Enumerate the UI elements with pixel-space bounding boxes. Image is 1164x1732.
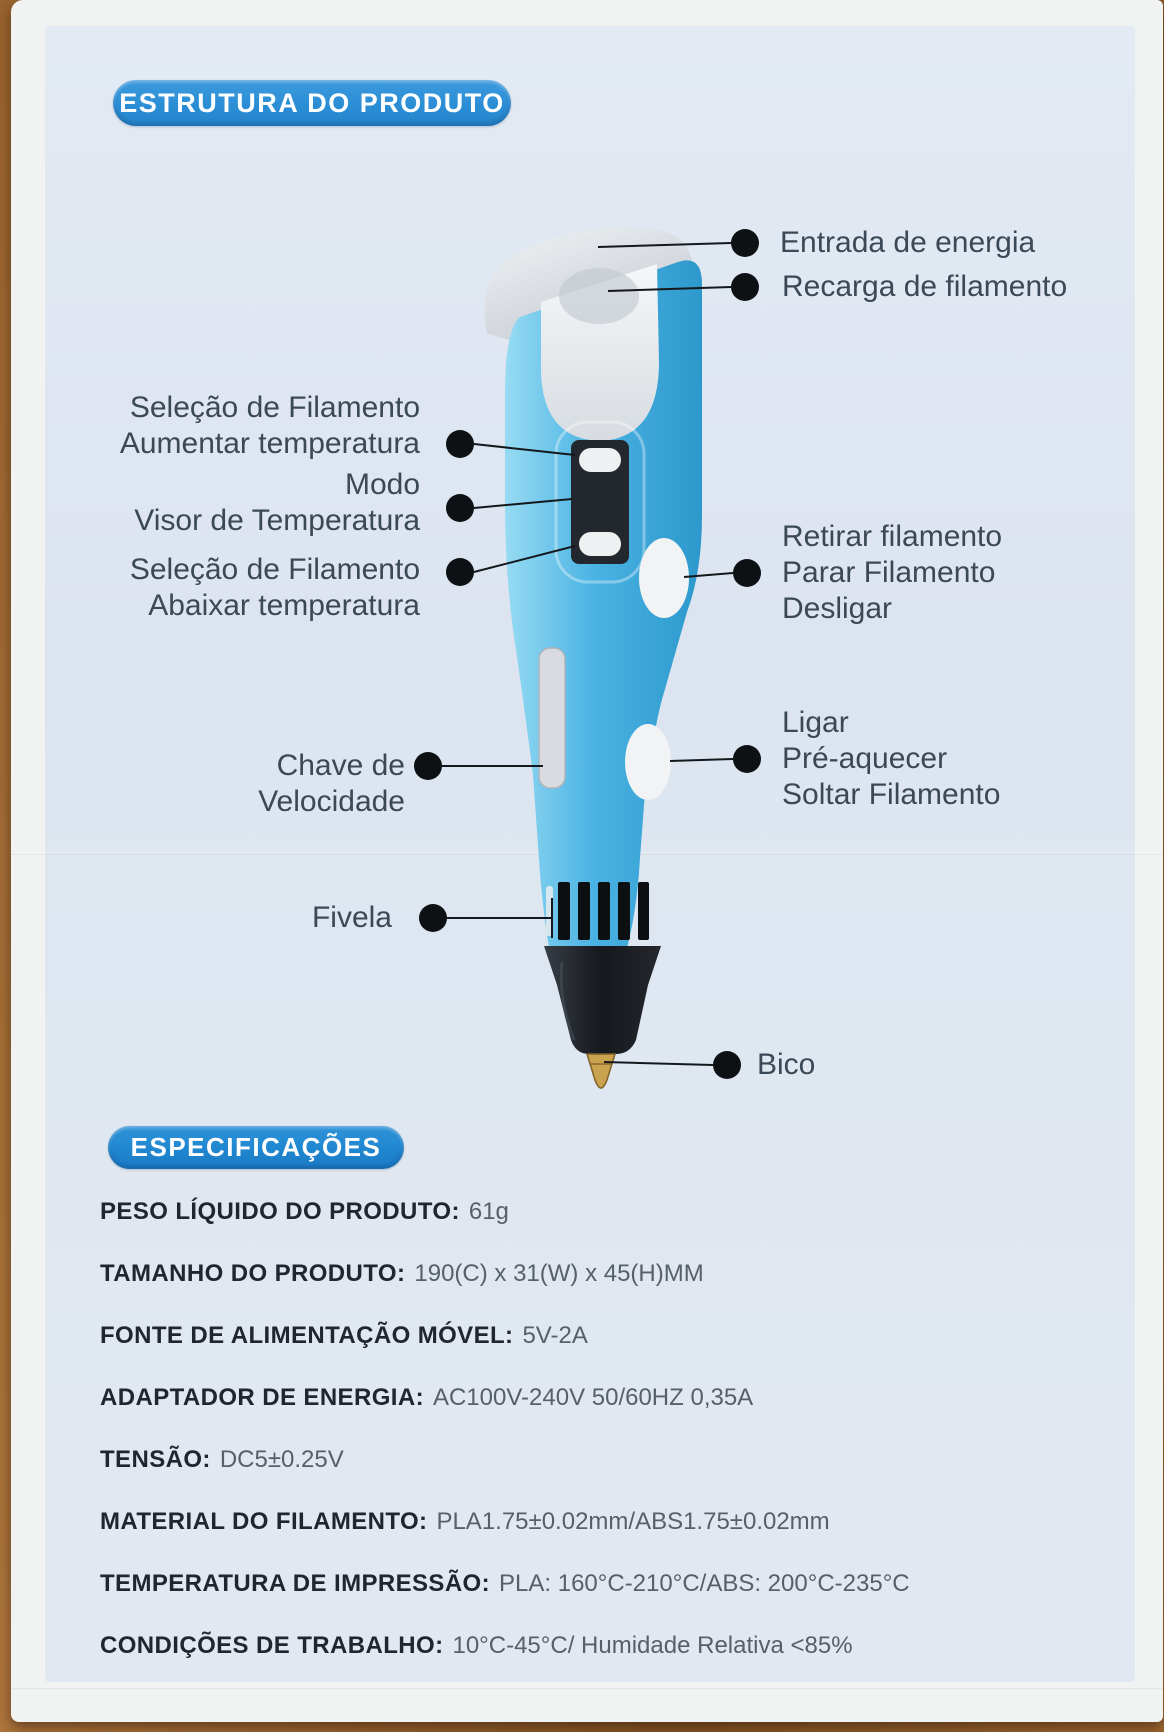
nozzle-tip bbox=[587, 1054, 615, 1088]
section-title-specs bbox=[108, 1126, 404, 1169]
callout-buckle bbox=[312, 900, 392, 936]
callout-filament-refill bbox=[782, 269, 1067, 305]
callout-line: Recarga de filamento bbox=[782, 270, 1068, 303]
callout-line: Aumentar temperatura bbox=[119, 427, 420, 460]
filament-hole bbox=[559, 268, 639, 324]
spec-row-power-source bbox=[100, 1320, 588, 1352]
callout-line: Visor de Temperatura bbox=[134, 504, 420, 537]
callout-line: Ligar bbox=[782, 706, 849, 739]
callout-line: Entrada de energia bbox=[780, 226, 1036, 259]
specs-badge-label: ESPECIFICAÇÕES bbox=[130, 1132, 382, 1162]
callout-line: Parar Filamento bbox=[782, 556, 996, 589]
callout-line: Modo bbox=[344, 468, 420, 501]
callout-line: Seleção de Filamento bbox=[129, 391, 420, 424]
callout-nozzle bbox=[757, 1047, 815, 1083]
start-side-button bbox=[625, 724, 671, 800]
callout-line: Velocidade bbox=[258, 785, 405, 818]
structure-badge-label: ESTRUTURA DO PRODUTO bbox=[119, 87, 505, 118]
spec-row-adapter bbox=[100, 1382, 753, 1414]
spec-label: FONTE DE ALIMENTAÇÃO MÓVEL: bbox=[100, 1322, 514, 1349]
callout-mode-display bbox=[134, 467, 420, 539]
spec-value: 190(C) x 31(W) x 45(H)MM bbox=[414, 1260, 704, 1287]
callout-line: Abaixar temperatura bbox=[148, 589, 420, 622]
callout-stop-group bbox=[782, 519, 1002, 627]
temp-down-button bbox=[579, 532, 621, 556]
spec-label: TENSÃO: bbox=[100, 1446, 211, 1473]
callout-line: Soltar Filamento bbox=[782, 778, 1001, 811]
callout-line: Desligar bbox=[782, 592, 893, 625]
spec-row-weight bbox=[100, 1196, 509, 1228]
spec-value: 5V-2A bbox=[522, 1322, 588, 1349]
spec-label: TEMPERATURA DE IMPRESSÃO: bbox=[100, 1570, 491, 1597]
stop-side-button bbox=[639, 538, 689, 618]
callout-line: Pré-aquecer bbox=[782, 742, 948, 775]
spec-label: ADAPTADOR DE ENERGIA: bbox=[100, 1384, 424, 1411]
spec-value: AC100V-240V 50/60HZ 0,35A bbox=[432, 1384, 754, 1411]
callout-speed-switch bbox=[258, 748, 405, 820]
spec-label: MATERIAL DO FILAMENTO: bbox=[100, 1508, 428, 1535]
spec-value: 61g bbox=[468, 1198, 509, 1225]
spec-value: 10°C-45°C/ Humidade Relativa <85% bbox=[452, 1632, 853, 1659]
spec-row-size bbox=[100, 1258, 704, 1290]
temp-up-button bbox=[579, 448, 621, 472]
callout-line: Retirar filamento bbox=[782, 520, 1003, 553]
spec-row-print-temperature bbox=[100, 1568, 910, 1600]
callout-filament-down bbox=[130, 552, 420, 624]
callout-line: Chave de bbox=[276, 749, 405, 782]
spec-label: CONDIÇÕES DE TRABALHO: bbox=[100, 1632, 444, 1659]
spec-value: DC5±0.25V bbox=[219, 1446, 344, 1473]
spec-row-working-conditions bbox=[100, 1630, 853, 1662]
callout-line: Fivela bbox=[311, 901, 392, 934]
spec-row-filament-material bbox=[100, 1506, 830, 1538]
callout-power-input bbox=[780, 225, 1035, 261]
callout-line: Seleção de Filamento bbox=[129, 553, 420, 586]
spec-value: PLA: 160°C-210°C/ABS: 200°C-235°C bbox=[499, 1570, 910, 1597]
callout-line: Bico bbox=[757, 1048, 816, 1081]
spec-label: PESO LÍQUIDO DO PRODUTO: bbox=[100, 1198, 460, 1225]
spec-row-voltage bbox=[100, 1444, 344, 1476]
callout-start-group bbox=[782, 705, 1000, 813]
spec-value: PLA1.75±0.02mm/ABS1.75±0.02mm bbox=[436, 1508, 830, 1535]
spec-label: TAMANHO DO PRODUTO: bbox=[100, 1260, 406, 1287]
callout-filament-up bbox=[120, 390, 420, 462]
